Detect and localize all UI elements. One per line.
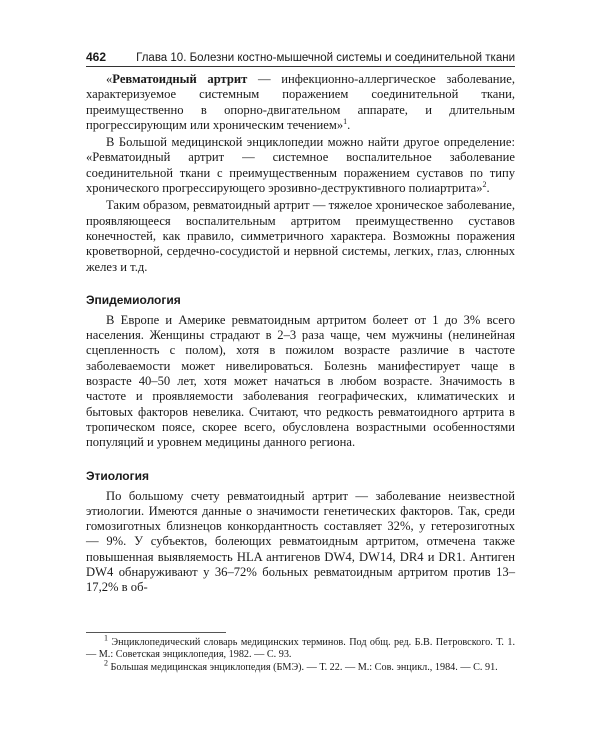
footnote-ref-2: 2 bbox=[482, 179, 487, 189]
definition-paragraph-2: В Большой медицинской энциклопедии можно найти другое определение: «Ревматоидный артрит — системное воспалительное заболевание соединительной ткани с преимущественным поражением суставов по типу хронического прогрессирующего эрозивно-деструктивного полиартрита»$^2$. bbox=[86, 135, 515, 196]
heading-etiology: Этиология bbox=[86, 468, 149, 483]
page-number: 462 bbox=[86, 50, 107, 64]
term-bold: Ревматоидный артрит bbox=[112, 72, 248, 86]
etiology-paragraph: По большому счету ревматоидный артрит — заболевание неизвестной этиологии. Имеются данные о значимости генетических факторов. Так, среди гомозиготных близнецов конкордантность составляет 32%, у гетерозиготных — 9%. У субъектов, болеющих ревматоидным артритом, отмечена также повышенная выявляемость HLA антигенов DW4, DW14, DR4 и DR1. Антиген DW4 обнаруживают у 36–72% больных ревматоидным артритом против 13–17,2% в об- bbox=[86, 488, 515, 595]
footnote-2: $^2$ Большая медицинская энциклопедия (БМЭ). — Т. 22. — М.: Сов. энцикл., 1984. — С. 91. bbox=[104, 658, 498, 673]
footnote-ref-1: 1 bbox=[343, 116, 348, 126]
header-rule bbox=[86, 66, 515, 67]
chapter-title: Глава 10. Болезни костно-мышечной системы и соединительной ткани bbox=[136, 52, 515, 64]
footnotes bbox=[86, 632, 515, 674]
summary-paragraph: Таким образом, ревматоидный артрит — тяжелое хроническое заболевание, проявляющееся воспалительным артритом преимущественно суставов конечностей, как правило, симметричного характера. Возможны поражения кроветворной, сердечно-сосудистой и нервной системы, легких, глаз, слюнных желез и т.д. bbox=[86, 198, 515, 274]
running-header bbox=[86, 50, 515, 64]
definition-paragraph-1: «Ревматоидный артрит — инфекционно-аллергическое заболевание, характеризуемое системным поражением соединительной ткани, преимущественно в опорно-двигательном аппарате, и длительным прогрессирующим или хроническим течением»$^1$. bbox=[86, 72, 515, 132]
footnote-1: $^1$ Энциклопедический словарь медицинских терминов. Под общ. ред. Б.В. Петровского. Т. 1. — М.: Советская энциклопедия, 1982. — С. 93. bbox=[86, 633, 515, 661]
heading-epidemiology: Эпидемиология bbox=[86, 292, 181, 307]
epidemiology-paragraph: В Европе и Америке ревматоидным артритом болеет от 1 до 3% всего населения. Женщины страдают в 2–3 раза чаще, чем мужчины (нелинейная сцепленность с полом), хотя в пожилом возрасте различие в частоте заболеваемости может нивелироваться. Болезнь манифестирует чаще в возрасте 40–50 лет, хотя может начаться в любом возрасте. Значимость в частоте и проявляемости заболевания географических, климатических и бытовых факторов невелика. Считают, что редкость ревматоидного артрита в тропическом поясе, скорее всего, обусловлена возрастными особенностями популяций и уровнем медицины данного региона. bbox=[86, 312, 515, 450]
main-text bbox=[86, 72, 515, 596]
